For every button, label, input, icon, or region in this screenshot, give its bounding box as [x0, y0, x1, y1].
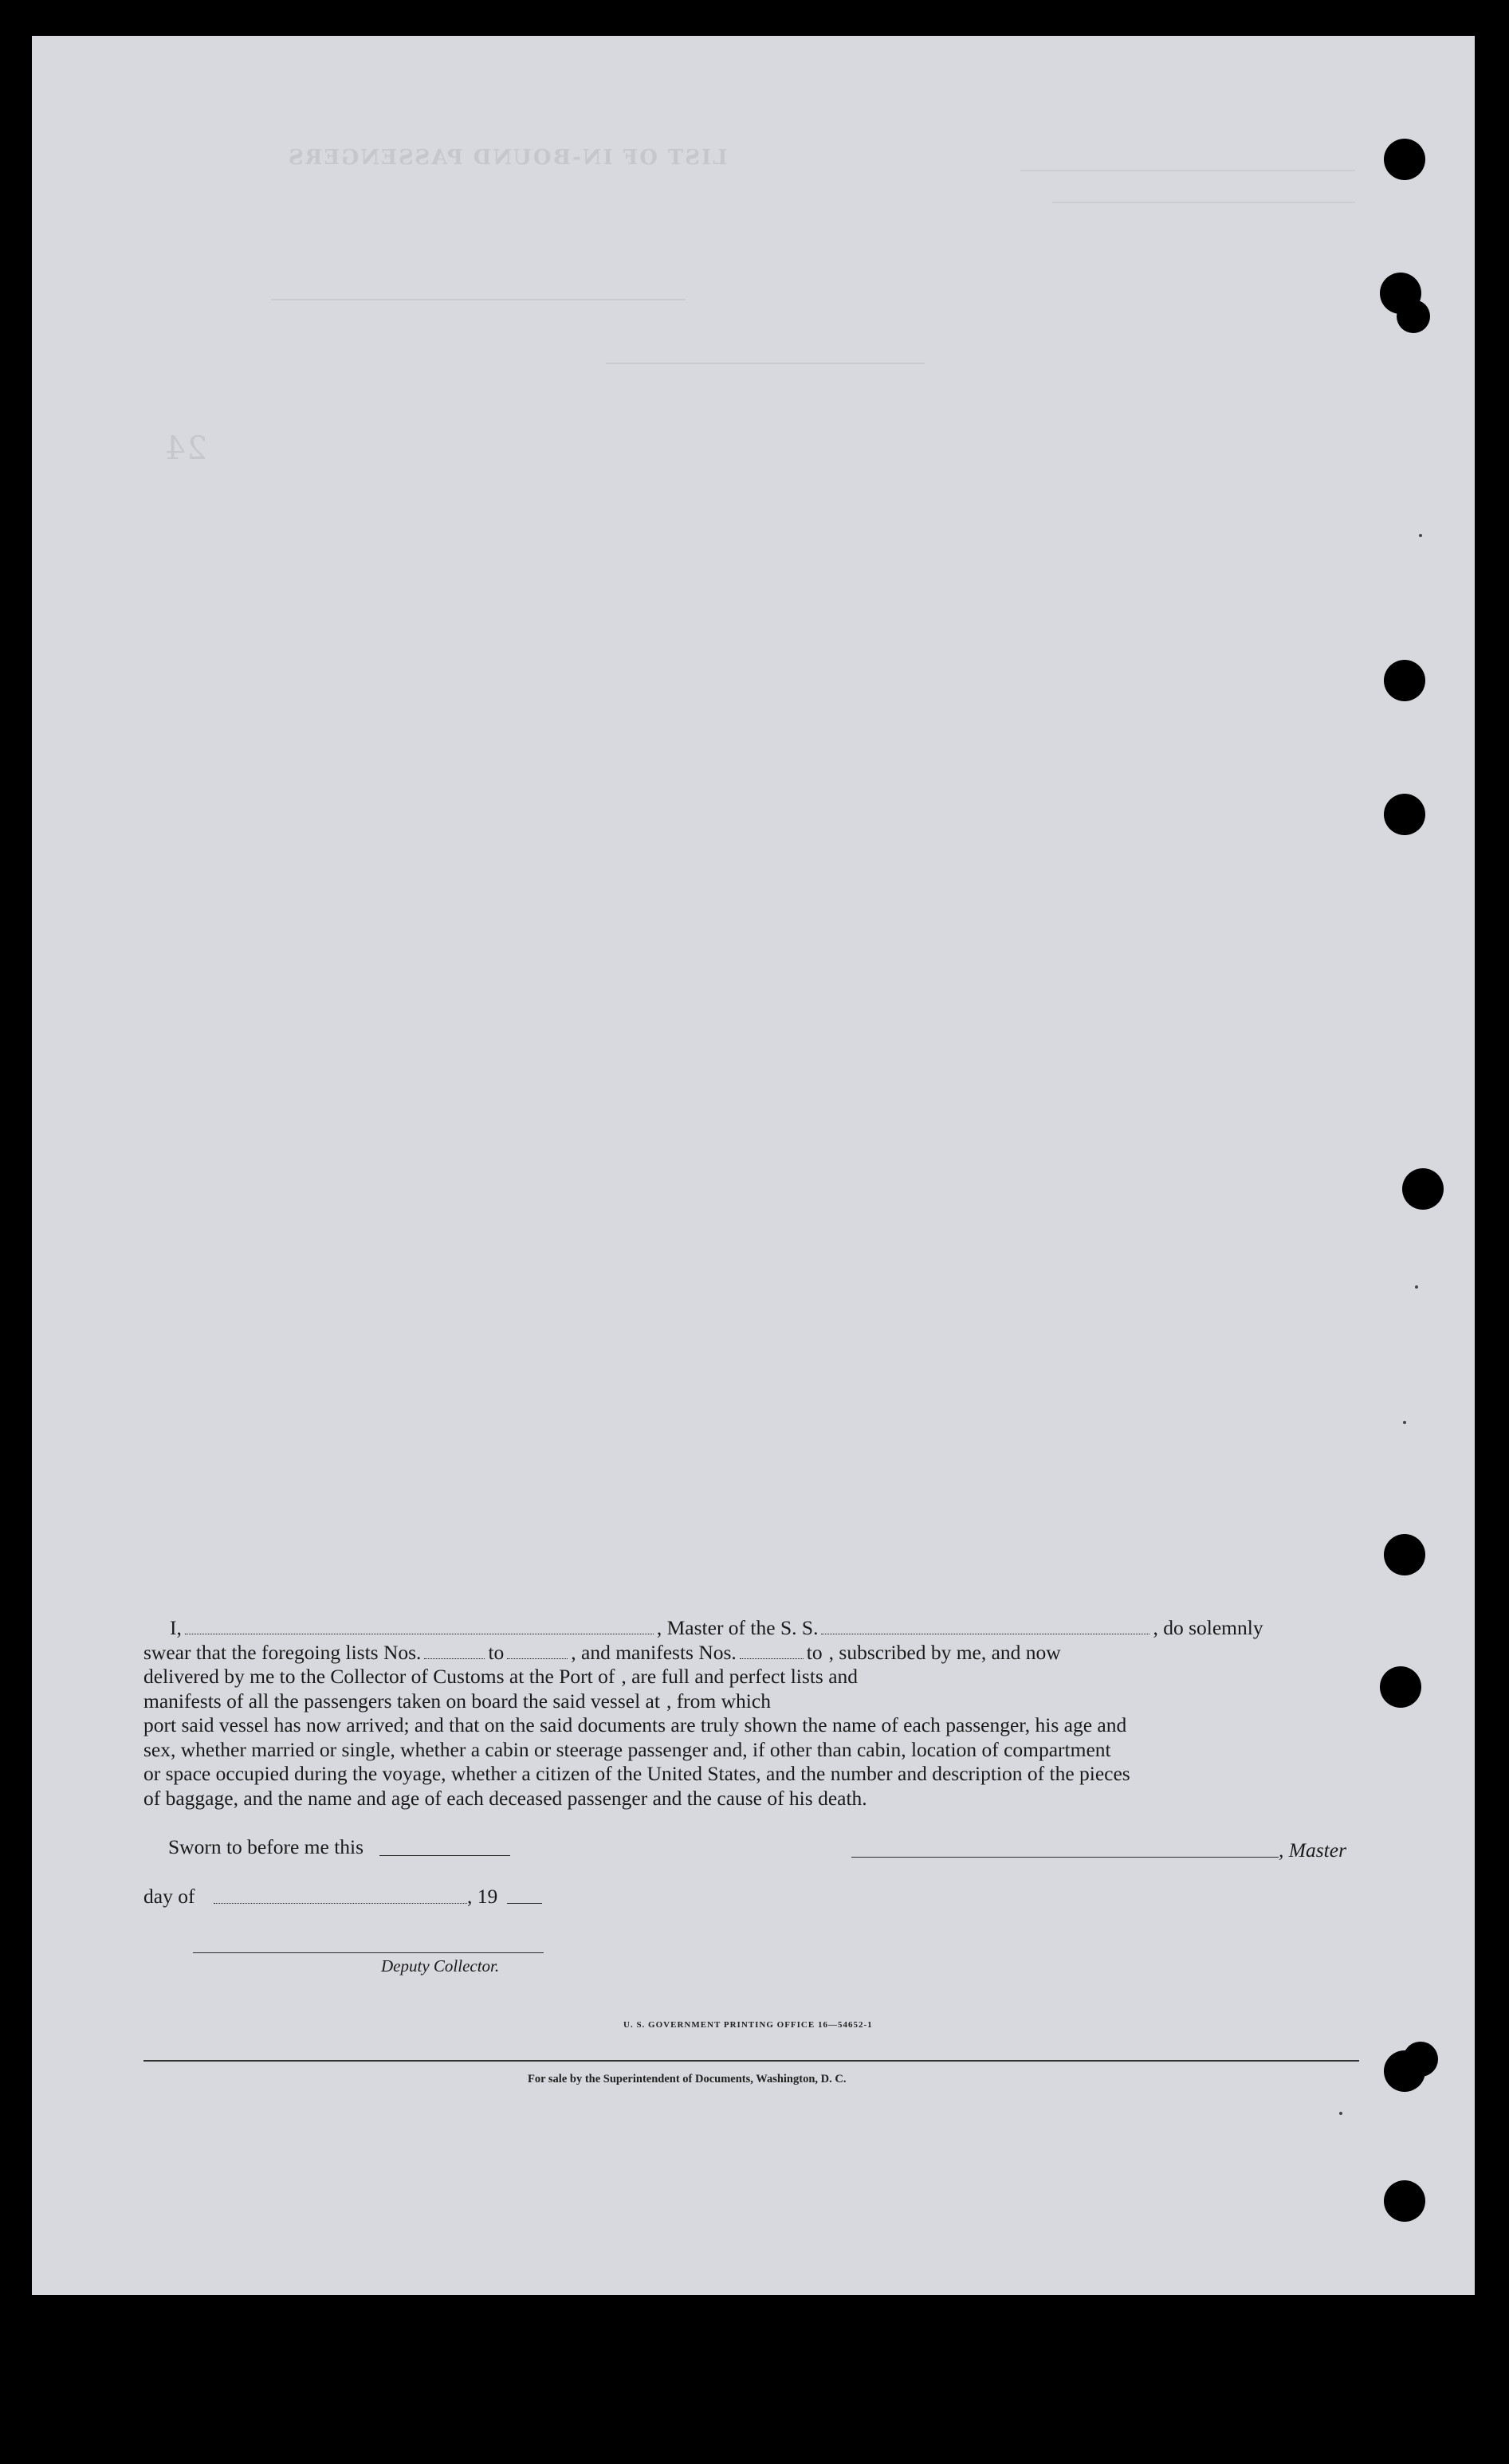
list-from-blank	[424, 1644, 485, 1659]
oath-i: I,	[170, 1616, 182, 1639]
ghost-header: LIST OF IN-BOUND PASSENGERS	[287, 146, 728, 170]
speck	[1403, 1421, 1406, 1424]
sworn-date-line	[379, 1855, 510, 1856]
oath-text: to	[488, 1640, 505, 1664]
oath-text: , from which	[666, 1689, 771, 1713]
punch-hole	[1384, 794, 1425, 835]
master-label-text: , Master	[1279, 1838, 1346, 1862]
punch-hole	[1380, 1666, 1421, 1708]
punch-hole	[1384, 1534, 1425, 1575]
oath-paragraph	[143, 1616, 1360, 1811]
speck	[1415, 1285, 1418, 1289]
master-signature-line	[851, 1857, 1279, 1858]
master-name-blank	[185, 1619, 654, 1634]
ghost-line	[271, 299, 686, 300]
manifest-from-blank	[740, 1644, 804, 1659]
oath-line-5: port said vessel has now arrived; and that on the said documents are truly shown the name of each passenger, his age and	[143, 1713, 1127, 1736]
oath-master-of-ss: , Master of the S. S.	[656, 1616, 819, 1639]
oath-text: manifests of all the passengers taken on board the said vessel at	[143, 1689, 660, 1713]
oath-line-7: or space occupied during the voyage, whether a citizen of the United States, and the number and description of the pieces	[143, 1762, 1130, 1785]
ghost-page-number: 24	[163, 430, 207, 467]
day-of-line	[214, 1903, 467, 1904]
day-of-label: day of	[143, 1885, 195, 1908]
punch-hole	[1402, 1168, 1444, 1210]
ghost-line	[1020, 170, 1355, 171]
scan-border-bottom	[0, 2295, 1509, 2464]
deputy-collector-text: Deputy Collector.	[381, 1956, 500, 1976]
oath-text: to	[806, 1640, 823, 1664]
oath-text: delivered by me to the Collector of Customs at the Port of	[143, 1665, 615, 1688]
footer-rule	[143, 2060, 1359, 2062]
punch-hole	[1403, 2042, 1438, 2077]
oath-line-4	[143, 1689, 1360, 1714]
scan-border-right	[1475, 0, 1509, 2464]
oath-text: , are full and perfect lists and	[621, 1665, 859, 1688]
year-line	[507, 1903, 542, 1904]
ship-name-blank	[821, 1619, 1149, 1634]
oath-text: swear that the foregoing lists Nos.	[143, 1640, 422, 1664]
ghost-line	[606, 363, 925, 364]
oath-text: , subscribed by me, and now	[828, 1640, 1061, 1664]
oath-line-1	[143, 1616, 1360, 1641]
oath-line-6: sex, whether married or single, whether a cabin or steerage passenger and, if other than cabin, location of compartment	[143, 1737, 1111, 1761]
speck	[1419, 534, 1422, 537]
punch-hole	[1397, 300, 1430, 333]
gpo-imprint: U. S. GOVERNMENT PRINTING OFFICE 16—54652-1	[623, 2020, 873, 2030]
deputy-collector-label	[381, 1956, 499, 1976]
document-page	[32, 36, 1475, 2295]
oath-line-2	[143, 1641, 1360, 1666]
punch-hole	[1384, 139, 1425, 180]
punch-hole	[1384, 2180, 1425, 2222]
list-to-blank	[507, 1644, 568, 1659]
oath-line-3	[143, 1665, 1360, 1689]
sworn-label: Sworn to before me this	[168, 1835, 364, 1858]
footer-sale-notice: For sale by the Superintendent of Documents, Washington, D. C.	[528, 2073, 847, 2085]
oath-text: , and manifests Nos.	[571, 1640, 737, 1664]
year-label: , 19	[467, 1885, 498, 1908]
master-label	[1279, 1838, 1346, 1862]
oath-solemnly: , do solemnly	[1153, 1616, 1263, 1639]
ghost-line	[1052, 202, 1355, 203]
punch-hole	[1384, 660, 1425, 701]
speck	[1339, 2112, 1342, 2115]
oath-line-8: of baggage, and the name and age of each deceased passenger and the cause of his death.	[143, 1786, 867, 1810]
deputy-collector-line	[193, 1952, 544, 1953]
